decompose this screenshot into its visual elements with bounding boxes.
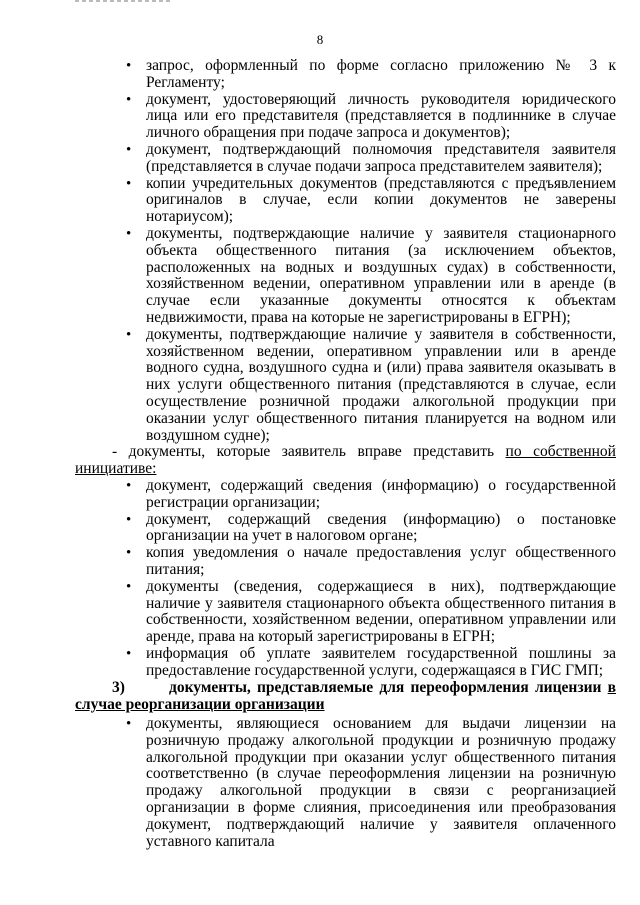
- list-item: • документ, подтверждающий полномочия представителя заявителя (представляется в случае подачи запроса представителем заявителя);: [75, 142, 616, 176]
- section-heading: [75, 680, 616, 714]
- optional-documents-list: [75, 478, 616, 680]
- list-item: • копии учредительных документов (представляются с предъявлением оригиналов в случае, если копии документов не заверены нотариусом);: [75, 176, 616, 226]
- page-number: 8: [316, 32, 324, 47]
- list-item: • документ, удостоверяющий личность руководителя юридического лица или его представителя (представляется в подлиннике в случае личного обращения при подаче запроса и документов);: [75, 92, 616, 142]
- list-item: • информация об уплате заявителем государственной пошлины за предоставление государственной услуги, содержащаяся в ГИС ГМП;: [75, 646, 616, 680]
- list-item: • документы, подтверждающие наличие у заявителя в собственности, хозяйственном ведении, оперативном управлении или в аренде водного судна, воздушного судна и (или) права заявителя оказывать в них услуги общественного питания (представляются в случае, если осуществление розничной продажи алкогольной продукции при оказании услуг общественного питания планируется на водном или воздушном судне);: [75, 327, 616, 445]
- list-item: • запрос, оформленный по форме согласно приложению № 3 к Регламенту;: [75, 58, 616, 92]
- list-item: • копия уведомления о начале предоставления услуг общественного питания;: [75, 545, 616, 579]
- list-item: • документы, являющиеся основанием для выдачи лицензии на розничную продажу алкогольной продукции и розничную продажу алкогольной продукции при оказании услуг общественного питания соответственно (в случае переоформления лицензии на розничную продажу алкогольной продукции в связи с реорганизацией организации в форме слияния, присоединения или преобразования документ, подтверждающий наличие у заявителя оплаченного уставного капитала: [75, 716, 616, 850]
- intro-underlined: по собственной инициативе:: [75, 443, 616, 478]
- section-title-underlined: в случае реорганизации организации: [75, 679, 616, 714]
- list-item: • документ, содержащий сведения (информацию) о постановке организации на учет в налоговом органе;: [75, 512, 616, 546]
- list-item: • документ, содержащий сведения (информацию) о государственной регистрации организации;: [75, 478, 616, 512]
- list-item: • документы (сведения, содержащиеся в них), подтверждающие наличие у заявителя стационарного объекта общественного питания в собственности, хозяйственном ведении, оперативном управлении или аренде, права на который зарегистрированы в ЕГРН;: [75, 579, 616, 646]
- list-item: • документы, подтверждающие наличие у заявителя стационарного объекта общественного питания (за исключением объектов, расположенных на водных и воздушных судах) в собственности, хозяйственном ведении, оперативном управлении или в аренде (в случае если указанные документы относятся к объектам недвижимости, права на которые не зарегистрированы в ЕГРН);: [75, 226, 616, 327]
- reorganization-documents-list: [75, 716, 616, 850]
- intro-text: - документы, которые заявитель вправе представить: [112, 443, 506, 461]
- section-number: 3): [112, 679, 125, 697]
- document-body: [75, 58, 616, 850]
- required-documents-list: [75, 58, 616, 444]
- scan-edge-mark: [75, 0, 170, 2]
- optional-documents-intro: [75, 444, 616, 478]
- section-title: документы, представляемые для переоформления лицензии: [169, 679, 608, 697]
